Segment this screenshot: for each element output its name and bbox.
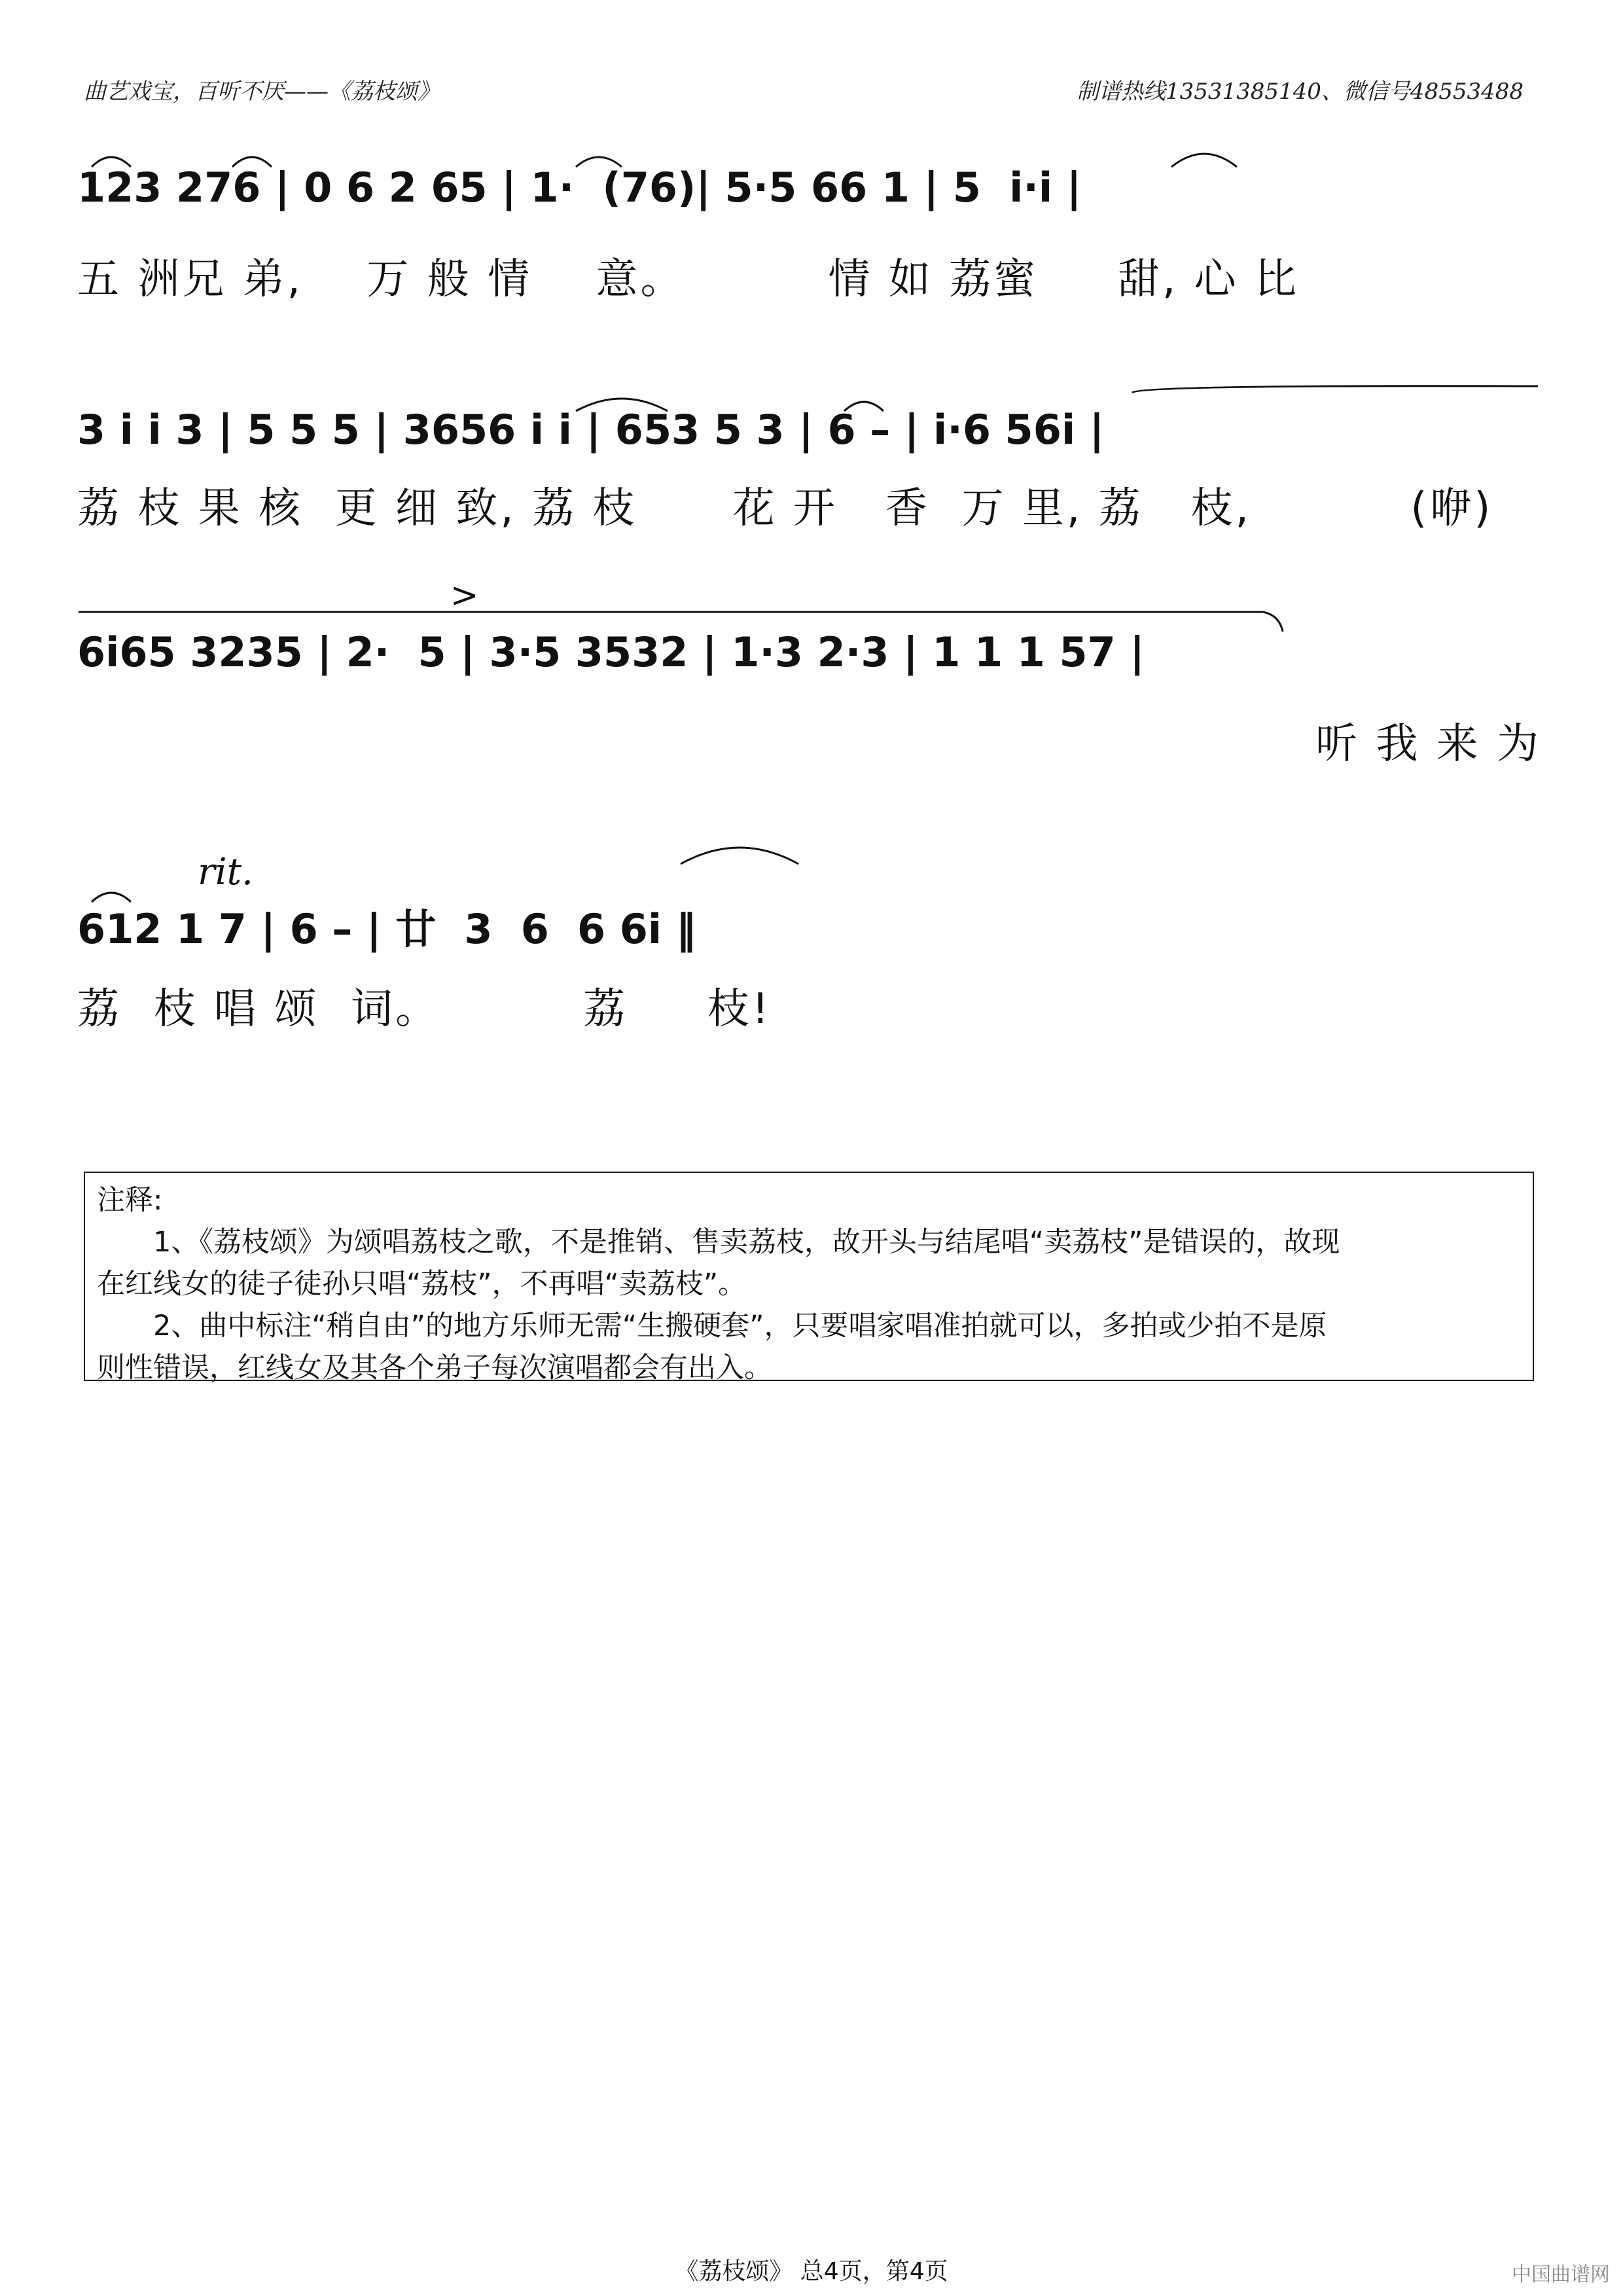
slur-7 <box>92 893 131 902</box>
score-row-2-lyrics: 荔 枝 果 核 更 细 致, 荔 枝 花 开 香 万 里, 荔 枝, (咿) <box>77 484 1493 533</box>
slur-2 <box>232 157 272 167</box>
notation-slurs-svg <box>0 0 1623 1047</box>
score-row-4-notes: 612 1 7 | 6 – | 廿 3 6 6 6i ‖ <box>77 905 696 953</box>
score-row-1-notes: 123 276 | 0 6 2 65 | 1· (76)| 5·5 66 1 | 5 i·i | <box>77 164 1082 211</box>
watermark-logo: 中国曲谱网 <box>1512 2263 1610 2286</box>
annotation-note-2-line-2: 则性错误，红线女及其各个弟子每次演唱都会有出入。 <box>97 1352 772 1384</box>
header-right-text: 制谱热线13531385140、微信号48553488 <box>1076 79 1524 105</box>
slur-4 <box>1171 154 1237 167</box>
score-row-2-notes: 3 i i 3 | 5 5 5 | 3656 i i | 653 5 3 | 6 – | i·6 56i | <box>77 406 1105 454</box>
annotation-note-2-line-1: 2、曲中标注“稍自由”的地方乐师无需“生搬硬套”，只要唱家唱准拍就可以，多拍或少拍不是原 <box>153 1310 1327 1342</box>
long-slur-2 <box>79 612 1283 632</box>
slur-3 <box>576 157 622 167</box>
accent-mark: > <box>450 576 479 615</box>
score-row-1-lyrics: 五 洲兄 弟, 万 般 情 意。 情 如 荔蜜 甜, 心 比 <box>77 255 1299 304</box>
slur-5 <box>576 399 668 411</box>
slur-8 <box>681 848 798 864</box>
annotation-box <box>84 1172 1534 1384</box>
header-left-text: 曲艺戏宝，百听不厌——《荔枝颂》 <box>84 79 440 105</box>
tempo-rit-mark: rit. <box>198 851 253 893</box>
score-row-3-lyrics: 听 我 来 为 <box>1315 720 1542 768</box>
score-row-3-notes: 6i65 3235 | 2· 5 | 3·5 3532 | 1·3 2·3 | 1 1 1 57 | <box>77 628 1145 676</box>
page-footer: 《荔枝颂》 总4页，第4页 <box>675 2258 948 2285</box>
annotation-title: 注释: <box>97 1184 163 1217</box>
annotation-note-1-line-1: 1、《荔枝颂》为颂唱荔枝之歌，不是推销、售卖荔枝，故开头与结尾唱“卖荔枝”是错误的，故现 <box>153 1226 1340 1259</box>
slur-1 <box>92 157 131 167</box>
long-slur-1 <box>1132 386 1538 393</box>
score-row-4-lyrics: 荔 枝 唱 颂 词。 荔 枝! <box>77 985 772 1033</box>
annotation-note-1-line-2: 在红线女的徒子徒孙只唱“荔枝”，不再唱“卖荔枝”。 <box>97 1268 747 1300</box>
slur-6 <box>844 402 883 411</box>
